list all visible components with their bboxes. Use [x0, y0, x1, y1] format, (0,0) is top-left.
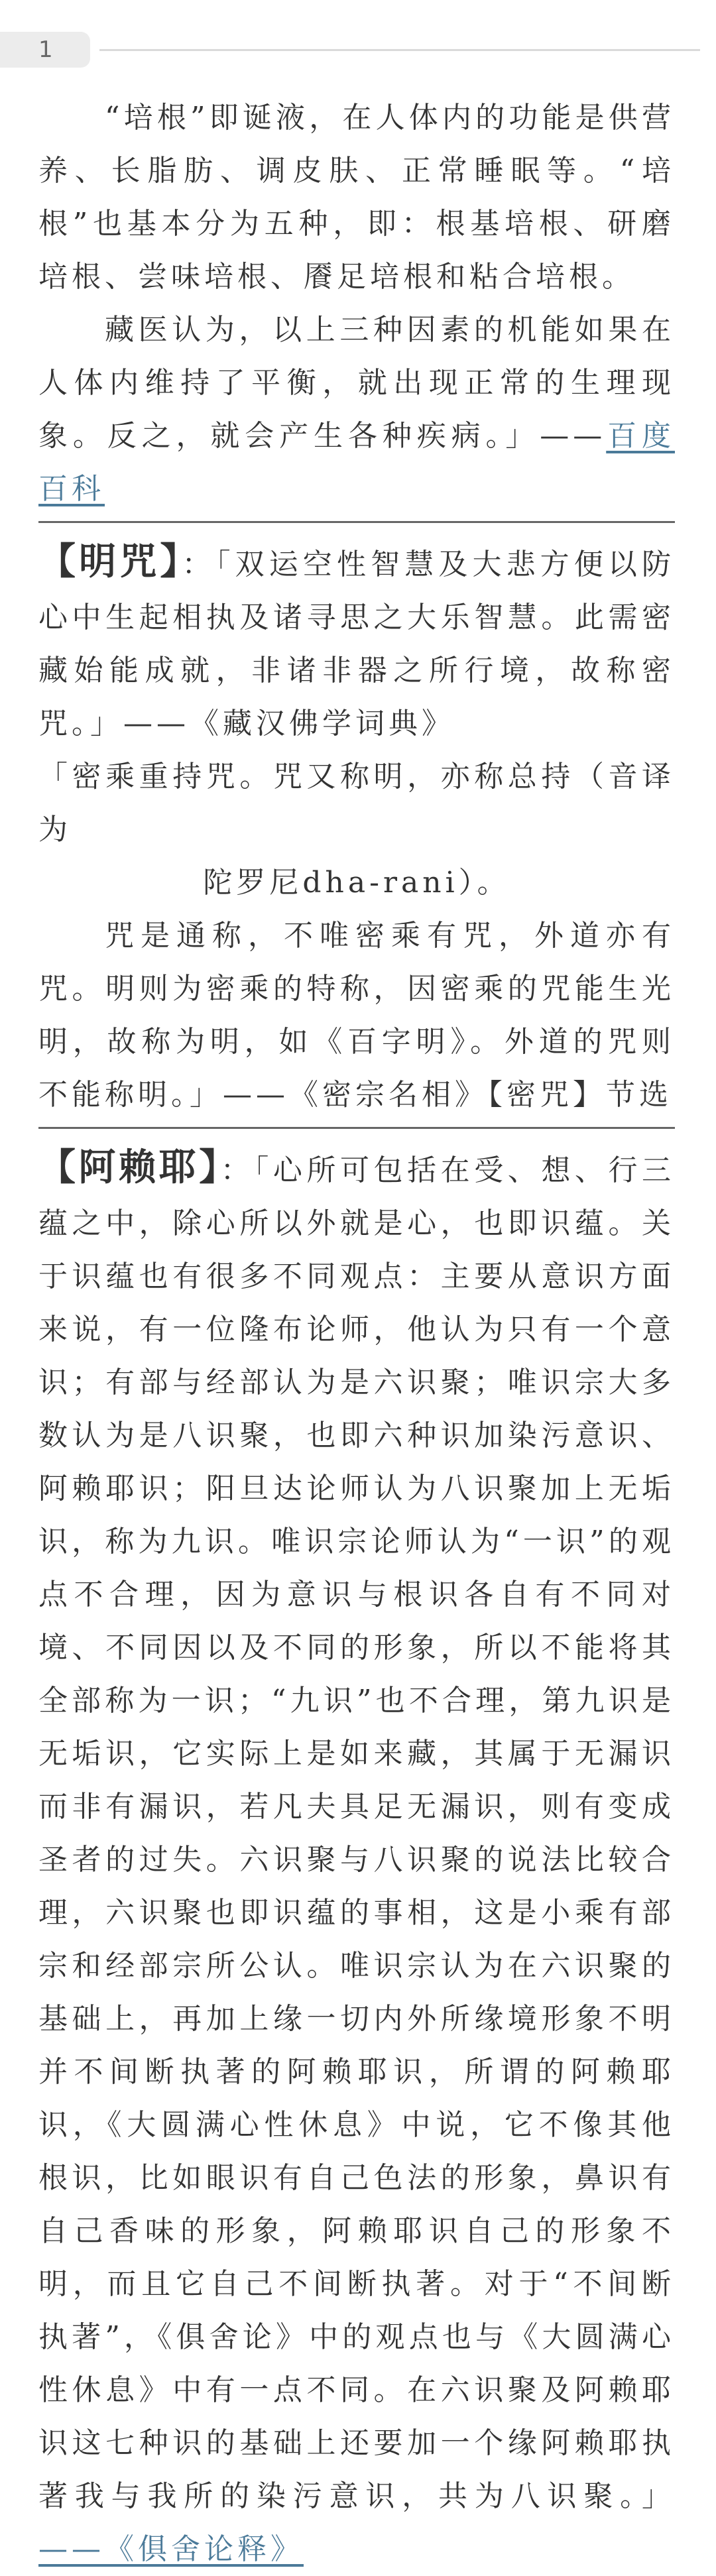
section-divider	[38, 1127, 675, 1129]
section-mingzhou	[38, 535, 675, 1122]
top-rule	[99, 49, 700, 51]
section-intro	[38, 91, 675, 516]
mingzhou-paragraph-2-line1: 「密乘重持咒。咒又称明，亦称总持（音译为	[38, 760, 675, 847]
page-number-badge: 1	[0, 32, 90, 68]
term-heading-mingzhou: 【明咒】	[38, 540, 182, 583]
intro-paragraph-2	[38, 304, 675, 516]
intro-paragraph-1: “培根”即诞液，在人体内的功能是供营养、长脂肪、调皮肤、正常睡眠等。“培根”也基本分为五种，即：根基培根、研磨培根、尝味培根、餍足培根和粘合培根。	[38, 101, 675, 294]
mingzhou-paragraph-2-line2: 陀罗尼dha-rani）。	[203, 866, 510, 900]
source-link-jushelun[interactable]: ——《俱舍论释》	[38, 2532, 304, 2566]
section-alaiye	[38, 1141, 675, 2576]
mingzhou-paragraph-3: 咒是通称，不唯密乘有咒，外道亦有咒。明则为密乘的特称，因密乘的咒能生光明，故称为明，如《百字明》。外道的咒则不能称明。」——《密宗名相》【密咒】节选	[38, 919, 675, 1112]
alaiye-definition: ：「心所可包括在受、想、行三蕴之中，除心所以外就是心，也即识蕴。关于识蕴也有很多不同观点：主要从意识方面来说，有一位隆布论师，他认为只有一个意识；有部与经部认为是六识聚；唯识宗大多数认为是八识聚，也即六种识加染污意识、阿赖耶识；阳旦达论师认为八识聚加上无垢识，称为九识。唯识宗论师认为“一识”的观点不合理，因为意识与根识各自有不同对境、不同因以及不同的形象，所以不能将其全部称为一识；“九识”也不合理，第九识是无垢识，它实际上是如来藏，其属于无漏识而非有漏识，若凡夫具足无漏识，则有变成圣者的过失。六识聚与八识聚的说法比较合理，六识聚也即识蕴的事相，这是小乘有部宗和经部宗所公认。唯识宗认为在六识聚的基础上，再加上缘一切内外所缘境形象不明并不间断执著的阿赖耶识，所谓的阿赖耶识，《大圆满心性休息》中说，它不像其他根识，比如眼识有自己色法的形象，鼻识有自己香味的形象，阿赖耶识自己的形象不明，而且它自己不间断执著。对于“不间断执著”，《俱舍论》中的观点也与《大圆满心性休息》中有一点不同。在六识聚及阿赖耶识这七种识的基础上还要加一个缘阿赖耶执著我与我所的染污意识，共为八识聚。」	[38, 1153, 676, 2513]
document-content	[38, 91, 675, 2576]
mingzhou-definition: ：「双运空性智慧及大悲方便以防心中生起相执及诸寻思之大乐智慧。此需密藏始能成就，非诸非器之所行境，故称密咒。」——《藏汉佛学词典》	[38, 548, 676, 740]
top-bar	[0, 0, 716, 66]
source-link-baidu[interactable]: 百度百科	[38, 419, 675, 506]
alaiye-paragraph	[38, 1141, 675, 2576]
intro-paragraph-2-text: 藏医认为，以上三种因素的机能如果在人体内维持了平衡，就出现正常的生理现象。反之，就会产生各种疾病。」——	[38, 313, 675, 453]
term-heading-alaiye: 【阿赖耶】	[38, 1145, 221, 1189]
mingzhou-paragraph-1	[38, 535, 675, 750]
section-divider	[38, 521, 675, 523]
